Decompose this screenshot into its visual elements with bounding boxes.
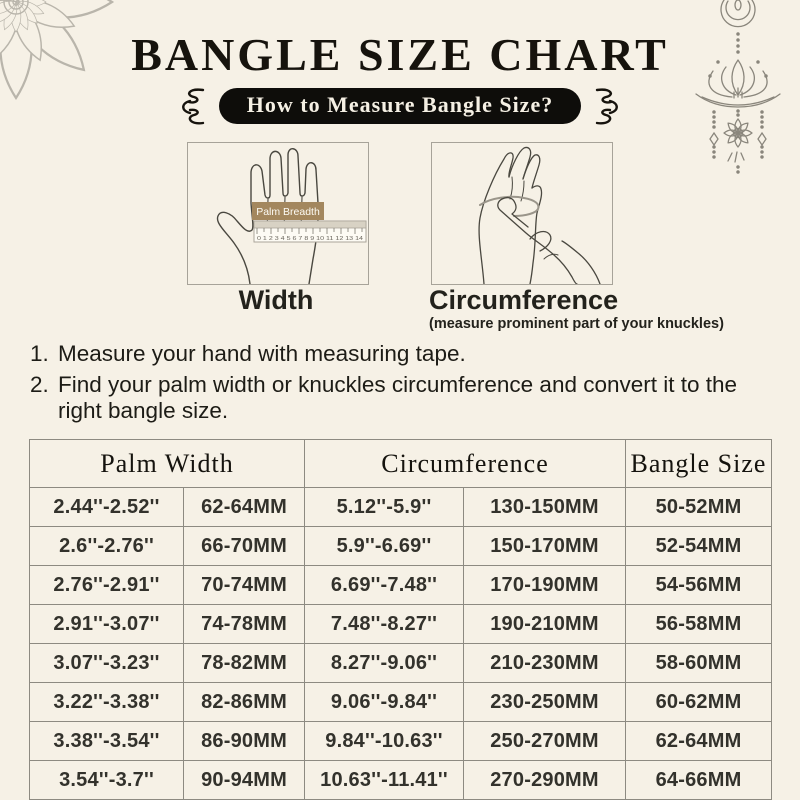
table-cell: 6.69''-7.48'' [305, 566, 464, 605]
table-cell: 78-82MM [184, 644, 305, 683]
table-row [30, 761, 772, 800]
table-cell: 86-90MM [184, 722, 305, 761]
size-table-body [30, 488, 772, 800]
instruction-text: Find your palm width or knuckles circumference and convert it to the right bangle size. [58, 371, 738, 424]
width-label: Width [238, 285, 314, 315]
table-row [30, 722, 772, 761]
ruler [252, 202, 366, 242]
table-cell: 9.06''-9.84'' [305, 683, 464, 722]
table-row [30, 683, 772, 722]
table-cell: 90-94MM [184, 761, 305, 800]
flourish-right-icon [591, 86, 623, 126]
table-cell: 3.07''-3.23'' [30, 644, 184, 683]
header-bangle-size: Bangle Size [626, 440, 772, 488]
table-cell: 50-52MM [626, 488, 772, 527]
table-cell: 250-270MM [464, 722, 626, 761]
table-cell: 2.76''-2.91'' [30, 566, 184, 605]
illustration-row [0, 142, 800, 285]
table-cell: 52-54MM [626, 527, 772, 566]
instruction-text: Measure your hand with measuring tape. [58, 341, 466, 366]
table-cell: 150-170MM [464, 527, 626, 566]
table-cell: 7.48''-8.27'' [305, 605, 464, 644]
table-cell: 2.91''-3.07'' [30, 605, 184, 644]
instruction-step-2 [30, 372, 770, 425]
table-cell: 82-86MM [184, 683, 305, 722]
table-cell: 130-150MM [464, 488, 626, 527]
table-cell: 2.44''-2.52'' [30, 488, 184, 527]
bangle-size-table [29, 439, 772, 800]
table-cell: 56-58MM [626, 605, 772, 644]
table-cell: 10.63''-11.41'' [305, 761, 464, 800]
ruler-tag-label: Palm Breadth [256, 206, 320, 218]
table-cell: 70-74MM [184, 566, 305, 605]
table-cell: 58-60MM [626, 644, 772, 683]
circumference-label: Circumference [429, 285, 619, 315]
table-cell: 66-70MM [184, 527, 305, 566]
table-cell: 190-210MM [464, 605, 626, 644]
how-to-measure-badge: How to Measure Bangle Size? [219, 88, 581, 124]
flourish-left-icon [177, 86, 209, 126]
table-row [30, 527, 772, 566]
instruction-step-1 [30, 341, 770, 368]
table-cell: 62-64MM [184, 488, 305, 527]
table-row [30, 566, 772, 605]
illustration-labels [0, 287, 800, 332]
table-cell: 3.54''-3.7'' [30, 761, 184, 800]
table-row [30, 605, 772, 644]
page-title: BANGLE SIZE CHART [131, 29, 669, 80]
table-row [30, 488, 772, 527]
table-cell: 230-250MM [464, 683, 626, 722]
table-cell: 3.38''-3.54'' [30, 722, 184, 761]
circumference-illustration [431, 142, 613, 285]
header-circumference: Circumference [305, 440, 626, 488]
badge-row [0, 86, 800, 126]
table-cell: 5.9''-6.69'' [305, 527, 464, 566]
table-row [30, 644, 772, 683]
table-cell: 5.12''-5.9'' [305, 488, 464, 527]
table-cell: 54-56MM [626, 566, 772, 605]
table-cell: 9.84''-10.63'' [305, 722, 464, 761]
ruler-numbers: 0 1 2 3 4 5 6 7 8 9 10 11 12 13 14 [257, 236, 364, 242]
table-cell: 2.6''-2.76'' [30, 527, 184, 566]
table-cell: 62-64MM [626, 722, 772, 761]
instructions-list [30, 341, 770, 429]
table-header-row [30, 440, 772, 488]
width-illustration [187, 142, 369, 285]
table-cell: 60-62MM [626, 683, 772, 722]
table-cell: 8.27''-9.06'' [305, 644, 464, 683]
table-cell: 210-230MM [464, 644, 626, 683]
table-cell: 64-66MM [626, 761, 772, 800]
header-palm-width: Palm Width [30, 440, 305, 488]
instruction-number: 1. [30, 341, 49, 366]
table-cell: 270-290MM [464, 761, 626, 800]
table-cell: 3.22''-3.38'' [30, 683, 184, 722]
circumference-note: (measure prominent part of your knuckles) [429, 316, 724, 332]
table-cell: 74-78MM [184, 605, 305, 644]
instruction-number: 2. [30, 371, 49, 397]
table-cell: 170-190MM [464, 566, 626, 605]
